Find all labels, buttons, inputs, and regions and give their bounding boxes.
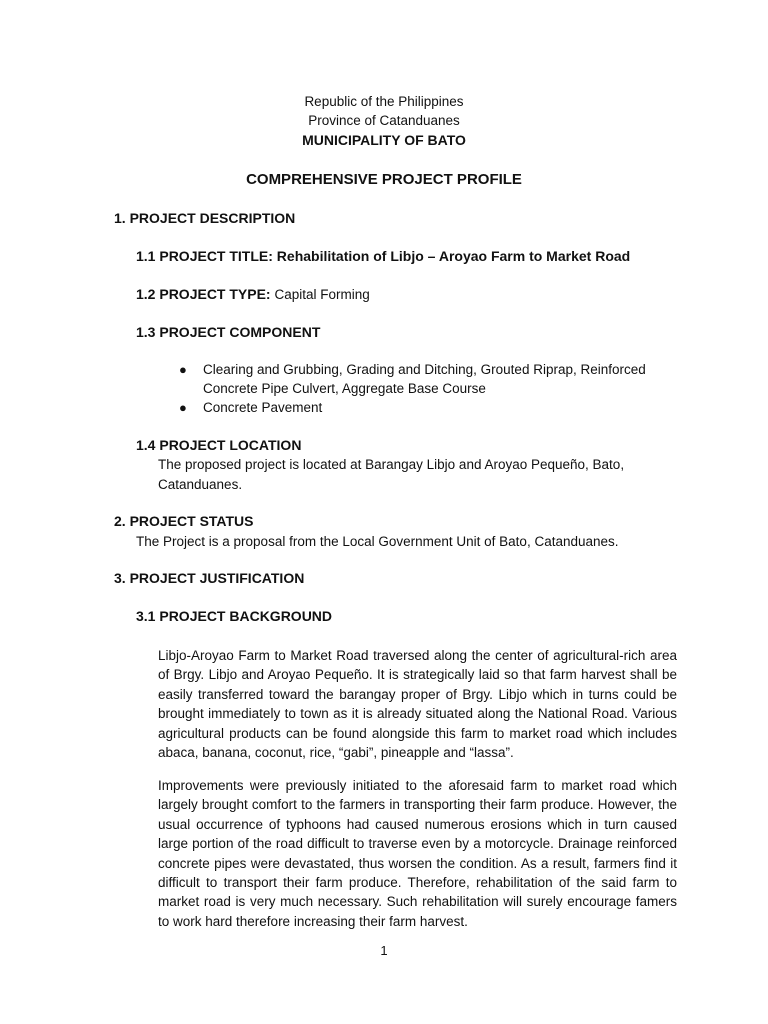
bullet-icon: ● [179,362,187,377]
project-title: 1.1 PROJECT TITLE: Rehabilitation of Libjo – Aroyao Farm to Market Road [136,248,631,264]
document-title: COMPREHENSIVE PROJECT PROFILE [246,171,522,188]
background-paragraph-2: Improvements were previously initiated to the aforesaid farm to market road which largely brought comfort to the farmers in transporting their farm produce. However, the usual occurrence of typhoons had caused numerous erosions which in turn caused large portion of the road difficult to traverse even by a motorcycle. Drainage reinforced concrete pipes were devastated, thus worsen the condition. As a result, farmers find it difficult to transport their farm produce. Therefore, rehabilitation of the said farm to market road is very much necessary. Such rehabilitation will surely encourage famers to work hard therefore increasing their farm harvest. [158,778,677,929]
project-type-value: Capital Forming [274,287,370,302]
component-item: Clearing and Grubbing, Grading and Ditching, Grouted Riprap, Reinforced [203,362,646,377]
component-item: Concrete Pavement [203,400,323,415]
project-type-label: 1.2 PROJECT TYPE: [136,286,271,302]
project-location-label: 1.4 PROJECT LOCATION [136,437,302,453]
header-province: Province of Catanduanes [308,113,460,128]
project-type [136,286,370,302]
background-paragraph-1: Libjo-Aroyao Farm to Market Road traversed along the center of agricultural-rich area of Brgy. Libjo and Aroyao Pequeño. It is strategically laid so that farm harvest shall be easily transferred toward the barangay proper of Brgy. Libjo which in turns could be brought immediately to town as it is already situated along the National Road. Various agricultural products can be found alongside this farm to market road which includes abaca, banana, coconut, rice, “gabi”, pineapple and “lassa”. [158,648,677,761]
project-status-text: The Project is a proposal from the Local Government Unit of Bato, Catanduanes. [136,534,619,549]
section-heading-description: 1. PROJECT DESCRIPTION [114,210,296,226]
header-municipality: MUNICIPALITY OF BATO [302,132,466,148]
project-component-label: 1.3 PROJECT COMPONENT [136,324,321,340]
header-country: Republic of the Philippines [304,94,464,109]
project-background-label: 3.1 PROJECT BACKGROUND [136,608,333,624]
section-heading-status: 2. PROJECT STATUS [114,513,254,529]
project-location-text: The proposed project is located at Barangay Libjo and Aroyao Pequeño, Bato, [158,457,625,472]
section-heading-justification: 3. PROJECT JUSTIFICATION [114,570,305,586]
component-item-continued: Concrete Pipe Culvert, Aggregate Base Course [203,381,486,396]
bullet-icon: ● [179,400,187,415]
page-number: 1 [380,943,388,958]
project-location-text-continued: Catanduanes. [158,477,243,492]
